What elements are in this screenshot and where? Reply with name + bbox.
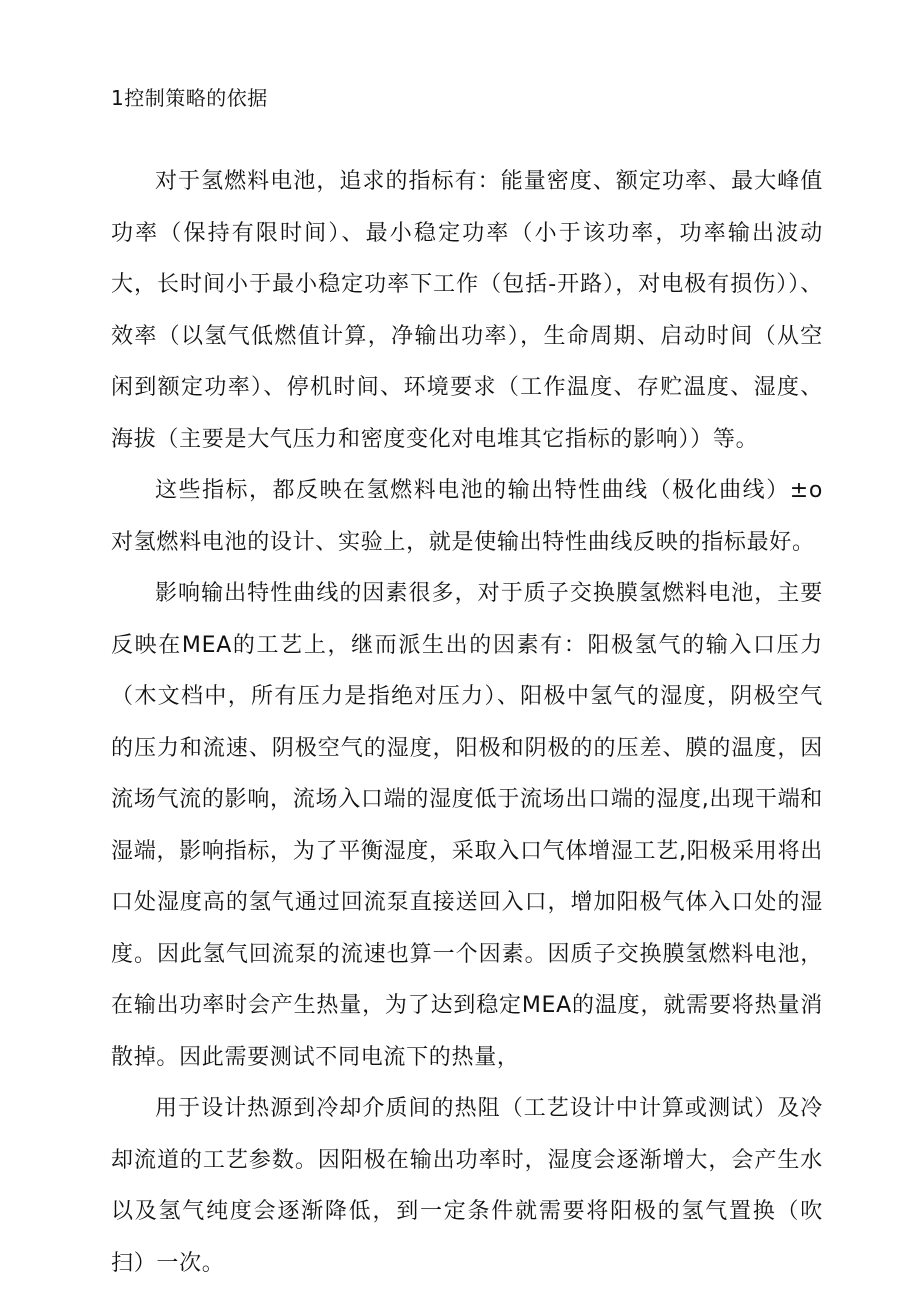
- paragraph-4: 用于设计热源到冷却介质间的热阻（工艺设计中计算或测试）及冷却流道的工艺参数。因阳极在输出功率时，湿度会逐渐增大，会产生水以及氢气纯度会逐渐降低，到一定条件就需要将阳极的氢气置换（吹扫）一次。: [111, 1096, 823, 1276]
- paragraph-3: 影响输出特性曲线的因素很多，对于质子交换膜氢燃料电池，主要反映在MEA的工艺上，继而派生出的因素有：阳极氢气的输入口压力（木文档中，所有压力是指绝对压力）、阳极中氢气的湿度，阴极空气的压力和流速、阴极空气的湿度，阳极和阴极的的压差、膜的温度，因流场气流的影响，流场入口端的湿度低于流场出口端的湿度,出现干端和湿端，影响指标，为了平衡湿度，采取入口气体增湿工艺,阳极采用将出口处湿度高的氢气通过回流泵直接送回入口，增加阳极气体入口处的湿度。因此氢气回流泵的流速也算一个因素。因质子交换膜氢燃料电池，在输出功率时会产生热量，为了达到稳定MEA的温度，就需要将热量消散掉。因此需要测试不同电流下的热量，: [111, 581, 823, 1070]
- body-text: [111, 156, 823, 1289]
- paragraph-2: 这些指标，都反映在氢燃料电池的输出特性曲线（极化曲线）±o对氢燃料电池的设计、实验上，就是使输出特性曲线反映的指标最好。: [111, 478, 823, 555]
- paragraph-1: 对于氢燃料电池，追求的指标有：能量密度、额定功率、最大峰值功率（保持有限时间）、最小稳定功率（小于该功率，功率输出波动大，长时间小于最小稳定功率下工作（包括-开路），对电极有损伤））、效率（以氢气低燃值计算，净输出功率），生命周期、启动时间（从空闲到额定功率）、停机时间、环境要求（工作温度、存贮温度、湿度、海拔（主要是大气压力和密度变化对电堆其它指标的影响））等。: [111, 169, 823, 452]
- section-heading: 1控制策略的依据: [111, 86, 268, 110]
